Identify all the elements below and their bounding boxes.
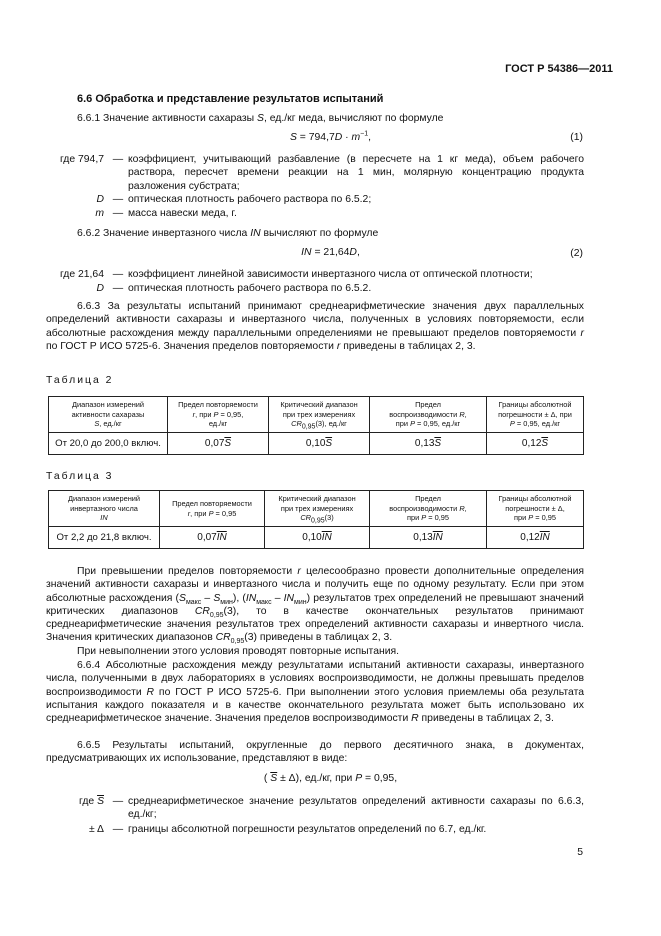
t2-header-critical: Критический диапазон при трех измерениях $CR_{0,95}(3)$, ед./кг — [269, 397, 370, 433]
paragraph-6-6-2: 6.6.2 Значение инвертазного числа IN вычисляют по формуле — [77, 228, 379, 239]
t2-header-range: Диапазон измерений активности сахаразы S, ед./кг — [49, 397, 168, 433]
definition-m: m — масса навески меда, г. — [95, 208, 237, 219]
definition-794-7: где 794,7 — коэффициент, учитывающий разбавление (в пересчете на 1 кг меда), объем рабочего раствора, пересчет времени реакции на 1 мин, молярную концентрацию продукта разложения субстрата; — [59, 154, 584, 192]
paragraph-6-6-4: 6.6.4 Абсолютные расхождения между результатами испытаний активности сахаразы, инвертазного числа, полученными в двух лабораториях в условиях воспроизводимости, не должны превышать пределов воспроизводимости R по ГОСТ Р ИСО 5725-6. При выполнении этого условия приемлемы оба результата испытания каждого показателя и в качестве окончательного результата может быть использовано их среднеарифметическое значение. Значения пределов воспроизводимости R приведены в таблицах 2, 3. — [46, 660, 584, 725]
formula-3: ( $\overline{S} \pm \Delta$), ед./кг, при P = 0,95, — [263, 773, 398, 784]
t2-header-repeat: Предел повторяемости r, при P = 0,95, ед./кг — [168, 397, 269, 433]
t3-header-repeat: Предел повторяемости r, при P = 0,95 — [160, 491, 265, 527]
t3-cell-reproduce: $0,13\overline{IN}$ — [370, 527, 487, 549]
definition-S-mean: где $\overline{S}$ — среднеарифметическое значение результатов определений активности сахаразы по 6.6.3, ед./кг; — [79, 796, 584, 821]
definition-D-2: D — оптическая плотность рабочего раствора по 6.5.2. — [96, 283, 372, 294]
table-2-caption: Таблица 2 — [46, 375, 114, 386]
t2-header-error: Границы абсолютной погрешности ± Δ, при P = 0,95, ед./кг — [487, 397, 584, 433]
formula-1: $S = 794,7D \cdot m^{-1}$, — [289, 130, 372, 143]
t3-cell-repeat: $0,07\overline{IN}$ — [160, 527, 265, 549]
t3-cell-error: $0,12\overline{IN}$ — [487, 527, 584, 549]
formula-2-number: (2) — [570, 248, 583, 259]
section-title: 6.6 Обработка и представление результатов испытаний — [77, 93, 384, 105]
t2-header-reproduce: Предел воспроизводимости R, при P = 0,95, ед./кг — [370, 397, 487, 433]
t3-header-range: Диапазон измерений инвертазного числа IN — [49, 491, 160, 527]
paragraph-6-6-5: 6.6.5 Результаты испытаний, округленные до первого десятичного знака, в документах, предусматривающих их использование, представляют в виде: — [46, 740, 584, 765]
t2-cell-reproduce: $0,13\overline{S}$ — [370, 433, 487, 455]
t2-cell-error: $0,12\overline{S}$ — [487, 433, 584, 455]
definition-21-64: где 21,64 — коэффициент линейной зависимости инвертазного числа от оптической плотности; — [59, 269, 533, 280]
table-3-caption: Таблица 3 — [46, 471, 114, 482]
paragraph-exceed: При превышении пределов повторяемости r целесообразно провести дополнительные определения значений активности сахаразы и инвертазного числа и получить еще по одному результату. Если при этом абсолютные расхождения $(S_{макс} - S_{мин})$, $(IN_{макс} - IN_{мин})$ результатов трех определений не превышают значений критических диапазонов $CR_{0,95}(3)$, то в качестве окончательных результатов принимают среднеарифметические значения результатов трех определений активности сахаразы и инвертного числа. Значения критических диапазонов $CR_{0,95}(3)$ приведены в таблицах 2, 3. — [46, 566, 585, 646]
definition-delta: ± Δ — границы абсолютной погрешности результатов определений по 6.7, ед./кг. — [89, 824, 487, 835]
formula-1-number: (1) — [570, 132, 583, 143]
t3-cell-critical: $0,10\overline{IN}$ — [265, 527, 370, 549]
table-2 — [48, 396, 584, 455]
definition-D: D — оптическая плотность рабочего раствора по 6.5.2; — [96, 194, 372, 205]
table-3 — [48, 490, 584, 549]
t2-cell-repeat: $0,07\overline{S}$ — [168, 433, 269, 455]
t3-header-reproduce: Предел воспроизводимости R, при P = 0,95 — [370, 491, 487, 527]
t3-cell-range: От 2,2 до 21,8 включ. — [49, 527, 160, 549]
paragraph-6-6-3: 6.6.3 За результаты испытаний принимают среднеарифметические значения двух параллельных определений активности сахаразы и инвертазного числа, полученных в условиях повторяемости, если абсолютные расхождения между параллельными определениями не превышают пределов повторяемости r по ГОСТ Р ИСО 5725-6. Значения пределов повторяемости r приведены в таблицах 2, 3. — [46, 301, 584, 352]
t3-header-error: Границы абсолютной погрешности ± Δ, при P = 0,95 — [487, 491, 584, 527]
paragraph-fail: При невыполнении этого условия проводят повторные испытания. — [77, 646, 400, 657]
t3-header-critical: Критический диапазон при трех измерениях $CR_{0,95}(3)$ — [265, 491, 370, 527]
standard-header: ГОСТ Р 54386—2011 — [505, 63, 613, 75]
t2-cell-range: От 20,0 до 200,0 включ. — [49, 433, 168, 455]
t2-cell-critical: $0,10\overline{S}$ — [269, 433, 370, 455]
paragraph-6-6-1: 6.6.1 Значение активности сахаразы S, ед./кг меда, вычисляют по формуле — [77, 113, 444, 124]
page-number: 5 — [577, 847, 583, 858]
formula-2: IN = 21,64D, — [301, 247, 360, 258]
